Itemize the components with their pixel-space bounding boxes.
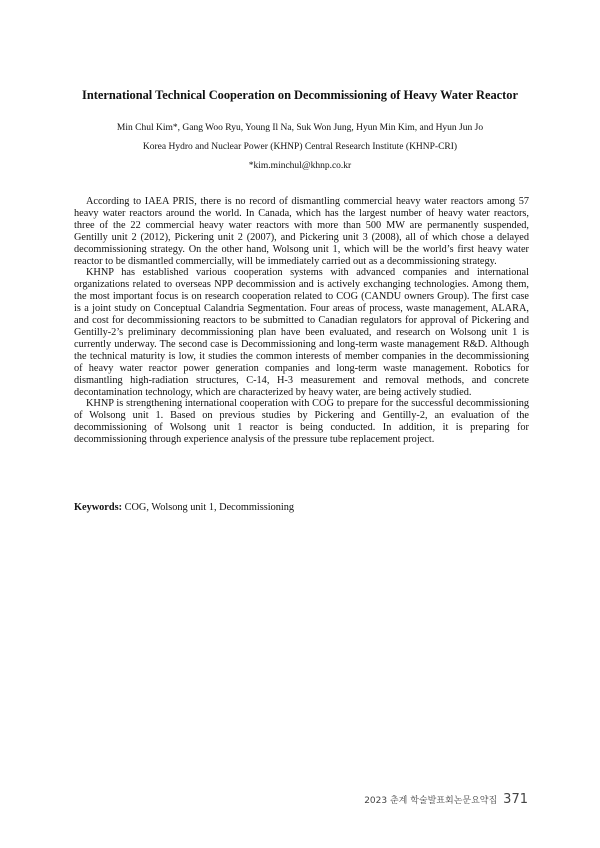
abstract-body: [74, 196, 529, 446]
author-list: Min Chul Kim*, Gang Woo Ryu, Young Il Na, Suk Won Jung, Hyun Min Kim, and Hyun Jun Jo: [116, 123, 484, 133]
corresponding-email: *kim.minchul@khnp.co.kr: [248, 161, 352, 171]
abstract-paragraph-1: According to IAEA PRIS, there is no record of dismantling commercial heavy water reactors among 57 heavy water reactors around the world. In Canada, which has the largest number of heavy water reactors, three of the 22 commercial heavy water reactors with more than 500 MW are permanently suspended, Gentilly unit 2 (2012), Pickering unit 2 (2007), and Pickering unit 3 (2008), all of which chose a delayed decommissioning strategy. On the other hand, Wolsong unit 1, which will be the world’s first heavy water reactor to be dismantled commercially, will be immediately carried out as a decommissioning strategy.: [74, 196, 529, 267]
page-footer: [364, 789, 528, 808]
abstract-paragraph-2: KHNP has established various cooperation systems with advanced companies and international organizations related to overseas NPP decommission and is actively exchanging technologies. Among them, the most important focus is on research cooperation related to COG (CANDU owners Group). The first case is a joint study on Conceptual Calandria Segmentation. Four areas of process, waste management, ALARA, and cost for decommissioning reactors to be submitted to Canadian regulators for approval of Pickering and Gentilly-2’s preliminary decommissioning plan have been evaluated, and research on Wolsong unit 1 is currently underway. The second case is Decommissioning and long-term waste management R&D. Although the technical maturity is low, it studies the common interests of member companies in the decommissioning of heavy water reactor power generation companies and long-term waste management. Robotics for dismantling high-radiation structures, C-14, H-3 measurement and removal methods, and concrete decontamination technology, which are characterized by heavy water, are being actively studied.: [74, 267, 529, 398]
proceedings-title: 2023 춘계 학술발표회논문요약집: [364, 796, 498, 806]
paper-title: International Technical Cooperation on Decommissioning of Heavy Water Reactor: [82, 88, 518, 102]
keywords-line: [74, 502, 529, 514]
affiliation: Korea Hydro and Nuclear Power (KHNP) Central Research Institute (KHNP-CRI): [142, 142, 458, 152]
abstract-paragraph-3: KHNP is strengthening international cooperation with COG to prepare for the successful decommissioning of Wolsong unit 1. Based on previous studies by Pickering and Gentilly-2, an evaluation of the decommissioning of Wolsong unit 1 reactor is being conducted. In addition, it is preparing for decommissioning through experience analysis of the pressure tube replacement project.: [74, 398, 529, 446]
keywords-values: COG, Wolsong unit 1, Decommissioning: [122, 502, 295, 513]
page-number: 371: [503, 792, 528, 807]
keywords-label: Keywords:: [74, 502, 123, 513]
